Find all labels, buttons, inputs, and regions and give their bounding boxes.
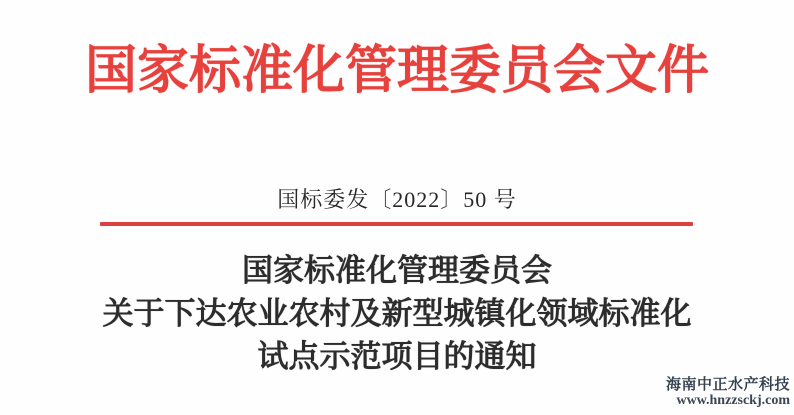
- document-number: 国标委发〔2022〕50 号: [277, 187, 517, 212]
- red-divider-rule: [100, 222, 693, 226]
- watermark-company-name: 海南中正水产科技: [665, 376, 790, 393]
- watermark-website-url: www.hnzzsckj.com: [676, 393, 790, 408]
- document-banner-title: 国家标准化管理委员会文件: [84, 43, 709, 100]
- watermark: [666, 376, 790, 409]
- document-title-line-2: 关于下达农业农村及新型城镇化领域标准化: [102, 296, 692, 331]
- document-title-line-3: 试点示范项目的通知: [257, 339, 537, 374]
- document-title-block: [0, 249, 794, 378]
- document-title-line-1: 国家标准化管理委员会: [242, 253, 552, 288]
